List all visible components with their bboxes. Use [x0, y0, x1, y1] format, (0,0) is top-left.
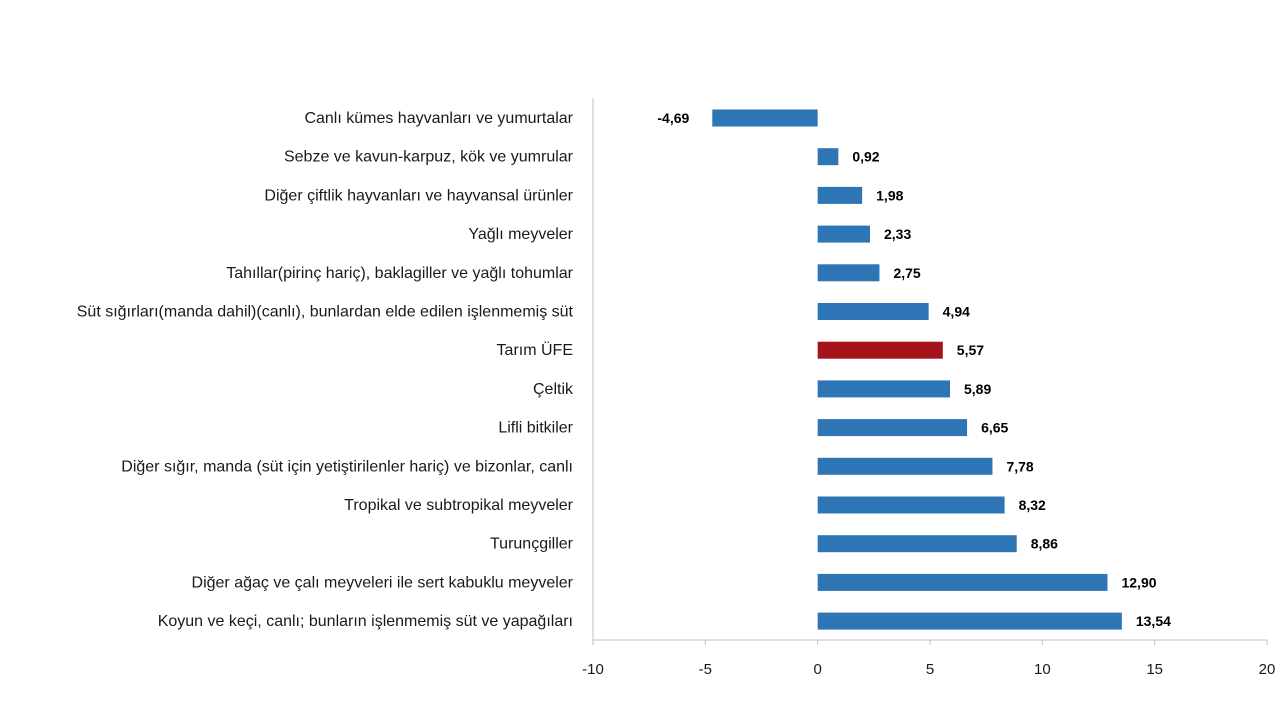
- data-label: 4,94: [942, 303, 970, 320]
- category-label: Süt sığırları(manda dahil)(canlı), bunlardan elde edilen işlenmemiş süt: [76, 303, 573, 321]
- bar: [818, 226, 870, 243]
- category-label: Çeltik: [532, 380, 573, 398]
- bar: [818, 458, 993, 475]
- bar: [818, 303, 929, 320]
- category-label: Canlı kümes hayvanları ve yumurtalar: [304, 110, 573, 127]
- x-tick-label: 0: [813, 661, 822, 678]
- bar: [818, 380, 950, 397]
- x-tick-label: -10: [582, 661, 604, 678]
- bar: [712, 110, 817, 127]
- category-label: Yağlı meyveler: [468, 226, 573, 244]
- category-label: Diğer ağaç ve çalı meyveleri ile sert kabuklu meyveler: [191, 574, 573, 592]
- data-label: 12,90: [1121, 574, 1157, 591]
- category-label: Diğer sığır, manda (süt için yetiştirilenler hariç) ve bizonlar, canlı: [121, 458, 573, 476]
- bar: [818, 574, 1108, 591]
- data-label: 5,57: [956, 342, 985, 359]
- x-tick-label: -5: [698, 661, 713, 678]
- bar: [818, 535, 1017, 552]
- bar: [818, 419, 967, 436]
- x-tick-label: 15: [1146, 661, 1164, 678]
- bar: [818, 148, 839, 165]
- x-tick-label: 5: [925, 661, 935, 678]
- x-tick-label: 10: [1033, 661, 1051, 678]
- category-label: Turunçgiller: [490, 535, 573, 553]
- bar: [818, 342, 943, 359]
- data-label: 1,98: [876, 187, 904, 204]
- bar: [818, 187, 862, 204]
- data-label: 0,92: [852, 148, 880, 165]
- data-label: 2,33: [884, 226, 912, 243]
- category-label: Tropikal ve subtropikal meyveler: [344, 497, 573, 514]
- data-label: 8,32: [1018, 497, 1046, 513]
- data-label: -4,69: [657, 110, 690, 126]
- bar: [818, 497, 1005, 514]
- data-label: 6,65: [981, 419, 1009, 436]
- bars-group: [712, 110, 1122, 630]
- category-label: Tarım ÜFE: [496, 342, 573, 360]
- category-label: Lifli bitkiler: [498, 419, 573, 437]
- category-label: Tahıllar(pirinç hariç), baklagiller ve yağlı tohumlar: [226, 264, 573, 282]
- data-label: 2,75: [893, 264, 921, 281]
- bar: [818, 613, 1122, 630]
- data-label: 13,54: [1135, 613, 1171, 630]
- category-label: Sebze ve kavun-karpuz, kök ve yumrular: [283, 148, 573, 166]
- data-label: 5,89: [963, 380, 992, 397]
- x-tick-label: 20: [1258, 661, 1276, 678]
- category-label: Koyun ve keçi, canlı; bunların işlenmemiş süt ve yapağıları: [157, 613, 573, 631]
- bar: [818, 264, 880, 281]
- category-label: Diğer çiftlik hayvanları ve hayvansal ürünler: [264, 187, 573, 205]
- data-label: 8,86: [1030, 535, 1058, 552]
- data-label: 7,78: [1006, 458, 1034, 475]
